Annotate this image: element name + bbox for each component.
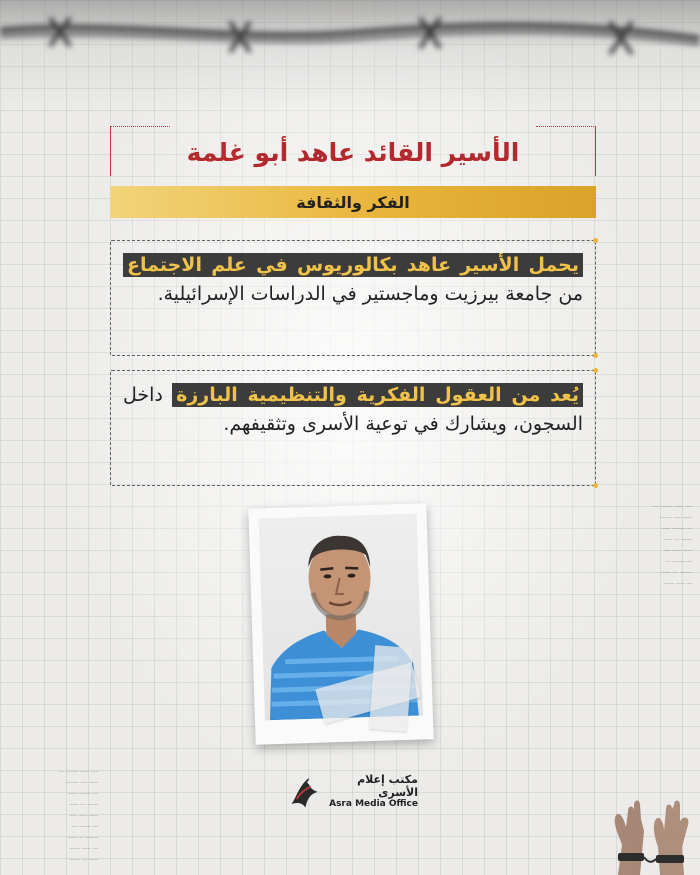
card-text xyxy=(123,381,583,440)
card-corner-dot xyxy=(593,353,598,358)
card-corner-dot xyxy=(593,483,598,488)
logo-arabic-name: مكتب إعلام الأسرى xyxy=(357,773,418,799)
frame-top-right-tick xyxy=(536,126,596,127)
background-faint-text-left: ــــ ـــــ ـــــــ ـــ ـــــ ــــ ـــــــ ـــ ـــــــ ـــــ ــــــ ـــ ـــــ ـــــ ـــــ ــــ ـــ ـــــــ ـــ ـــــــ ـــ ـــــ ـــ ـــــ ــــــ ـــــ ـــ ــــــ xyxy=(58,767,98,862)
barbed-wire-icon xyxy=(0,0,700,80)
info-card-education xyxy=(110,240,596,356)
background-faint-text-right: ــــ ـــــ ـــــــ ـــ ـــــ ــــ ـــــــ ـــ ـــــــ ـــــ ــــــ ـــ ـــــ ـــــ ـــــ ــــ ـــ ـــــــ ـــ ـــــــ ـــ ـــــ ـــ ـــــ ــــــ xyxy=(652,502,692,586)
info-card-role xyxy=(110,370,596,486)
card-corner-dot xyxy=(593,238,598,243)
falcon-logo-icon xyxy=(288,770,321,812)
card-corner-dot xyxy=(593,368,598,373)
card-highlight: يحمل الأسير عاهد بكالوريوس في علم الاجتماع xyxy=(123,253,583,277)
page-title: الأسير القائد عاهد أبو غلمة xyxy=(186,138,520,167)
logo-english-name: Asra Media Office xyxy=(329,799,418,809)
subtitle-bar xyxy=(110,186,596,218)
asra-media-office-logo xyxy=(288,766,418,816)
chained-hands-icon xyxy=(600,775,700,875)
card-body: من جامعة بيرزيت وماجستير في الدراسات الإسرائيلية. xyxy=(157,283,583,306)
photo-tape xyxy=(369,645,413,732)
subtitle-label: الفكر والثقافة xyxy=(296,192,410,212)
card-text xyxy=(123,251,583,310)
frame-top-left-tick xyxy=(110,126,170,127)
card-body: داخل السجون، ويشارك في توعية الأسرى وتثقيفهم. xyxy=(123,384,583,436)
portrait-photo-frame xyxy=(248,503,433,744)
card-highlight: يُعد من العقول الفكرية والتنظيمية البارزة xyxy=(172,383,583,407)
